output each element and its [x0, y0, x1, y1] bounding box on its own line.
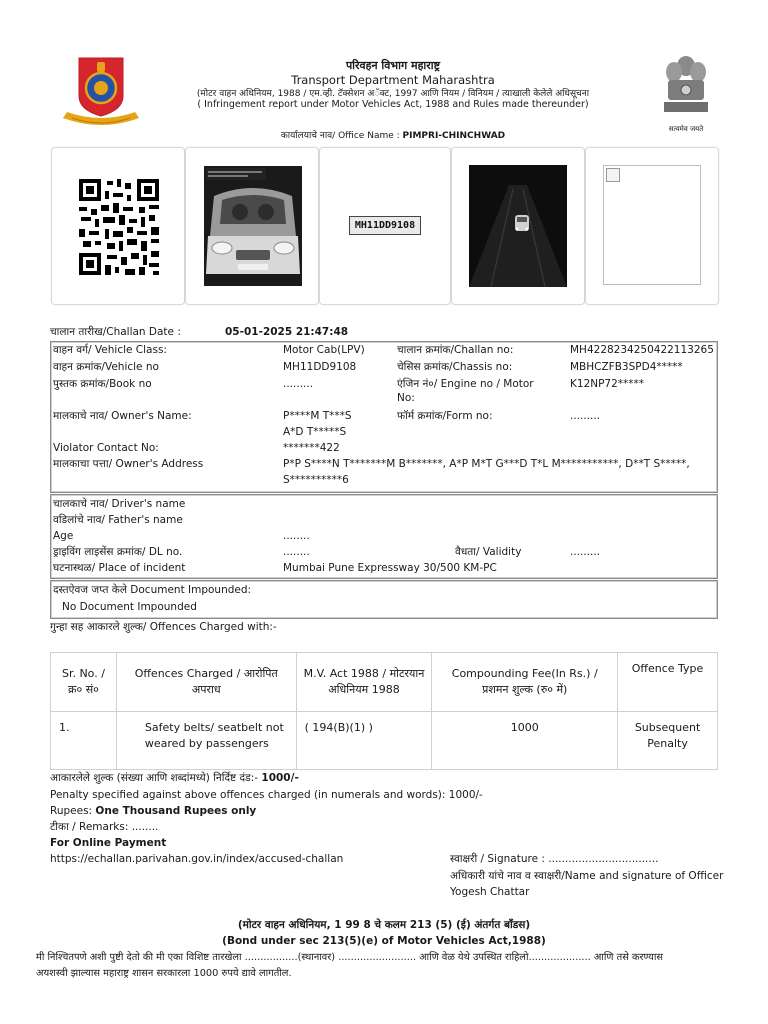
qr-code-icon	[79, 179, 159, 278]
rupees-line	[50, 805, 256, 818]
chassis-no: MBHCZFB3SPD4*****	[570, 361, 683, 373]
owner-address-cont: S**********6	[283, 474, 349, 486]
engine-no-label: एंजिन नं०/ Engine no / Motor	[397, 378, 534, 390]
vehicle-class-label: वाहन वर्ग/ Vehicle Class:	[53, 344, 167, 356]
vehicle-photo-panel	[185, 147, 319, 305]
validity-value: .........	[570, 546, 601, 558]
emblem-motto: सत्यमेव जयते	[668, 125, 704, 133]
offences-table	[50, 652, 718, 770]
header-offence: Offences Charged / आरोपित अपराध	[116, 653, 296, 712]
place-of-incident-label: घटनास्थळ/ Place of incident	[53, 562, 186, 574]
rupees-value: One Thousand Rupees only	[95, 805, 257, 817]
table-header-row	[51, 653, 718, 712]
cell-offence: Safety belts/ seatbelt not weared by passengers	[116, 712, 296, 770]
dl-no: ........	[283, 546, 310, 558]
form-no: .........	[570, 410, 601, 422]
cell-fee: 1000	[432, 712, 618, 770]
penalty-marathi-value: 1000/-	[261, 772, 299, 784]
online-payment-label: For Online Payment	[50, 837, 167, 849]
challan-no: MH4228234250422113265	[570, 344, 714, 356]
violator-contact: *******422	[283, 442, 340, 454]
book-no-label: पुस्तक क्रमांक/Book no	[53, 378, 152, 390]
vehicle-class: Motor Cab(LPV)	[283, 344, 365, 356]
officer-label: अधिकारी यांचे नाव व स्वाक्षरी/Name and signature of Officer	[450, 870, 724, 882]
number-plate-panel	[319, 147, 451, 305]
table-row	[51, 712, 718, 770]
online-payment-link[interactable]: https://echallan.parivahan.gov.in/index/accused-challan	[50, 853, 344, 865]
owner-address-label: मालकाचा पत्ता/ Owner's Address	[53, 458, 204, 470]
cell-sr-no: 1.	[51, 712, 117, 770]
dl-no-label: ड्राइविंग लाइसेंस क्रमांक/ DL no.	[53, 546, 183, 558]
rupees-label: Rupees:	[50, 805, 93, 817]
header-offence-type: Offence Type	[618, 653, 718, 712]
owner-name-label: मालकाचे नाव/ Owner's Name:	[53, 410, 192, 422]
violator-contact-label: Violator Contact No:	[53, 442, 159, 454]
header-sr-no: Sr. No. / क्र० सं०	[51, 653, 117, 712]
road-context-photo	[469, 165, 567, 290]
chassis-no-label: चेसिस क्रमांक/Chassis no:	[397, 361, 513, 373]
national-emblem-icon	[656, 50, 716, 134]
bond-title-marathi: (मोटर वाहन अधिनियम, 1 99 8 चे कलम 213 (5) (ई) अंतर्गत बॉंडस)	[237, 919, 531, 931]
challan-date-label: चालान तारीख/Challan Date :	[50, 326, 181, 338]
officer-name: Yogesh Chattar	[450, 886, 530, 898]
book-no: .........	[283, 378, 314, 390]
broken-image-icon	[606, 168, 620, 182]
document-impounded-label: दस्तऐवज जप्त केले Document Impounded:	[53, 584, 252, 596]
vehicle-front-photo	[204, 166, 302, 289]
header-act: M.V. Act 1988 / मोटरयान अधिनियम 1988	[296, 653, 432, 712]
department-subtitle-english: ( Infringement report under Motor Vehicles Act, 1988 and Rules made thereunder)	[197, 99, 589, 110]
broken-image-placeholder	[603, 165, 701, 285]
qr-code-panel	[51, 147, 185, 305]
place-of-incident: Mumbai Pune Expressway 30/500 KM-PC	[283, 562, 497, 574]
office-label: कार्यालयाचे नाव/ Office Name :	[280, 131, 400, 141]
challan-no-label: चालान क्रमांक/Challan no:	[397, 344, 514, 356]
department-subtitle-marathi: (मोटर वाहन अधिनियम, 1988 / एम.व्ही. टॅक्सेशन अॅक्ट, 1997 आणि नियम / विनियम / त्याखाली केलेले अधिसूचना	[196, 89, 590, 99]
offences-heading: गुन्हा सह आकारले शुल्क/ Offences Charged with:-	[50, 621, 277, 633]
remarks: टीका / Remarks: ........	[50, 821, 159, 833]
department-title-english: Transport Department Maharashtra	[291, 73, 495, 87]
context-photo-panel	[451, 147, 585, 305]
engine-no: K12NP72*****	[570, 378, 645, 390]
engine-no-label-cont: No:	[397, 392, 415, 404]
cell-offence-type: Subsequent Penalty	[618, 712, 718, 770]
age-label: Age	[53, 530, 74, 542]
vehicle-no: MH11DD9108	[283, 361, 357, 373]
driver-name-label: चालकाचे नाव/ Driver's name	[53, 498, 186, 510]
challan-date: 05-01-2025 21:47:48	[225, 326, 349, 338]
bond-text-cont: अयशस्वी झाल्यास महाराष्ट्र शासन सरकारला 1000 रुपये द्यावे लागतील.	[36, 968, 292, 979]
father-name-label: वडिलांचे नाव/ Father's name	[53, 514, 183, 526]
department-title-marathi: परिवहन विभाग महाराष्ट्र	[345, 59, 441, 72]
penalty-english: Penalty specified against above offences charged (in numerals and words): 1000/-	[50, 789, 483, 801]
vehicle-no-label: वाहन क्रमांक/Vehicle no	[53, 361, 159, 373]
form-no-label: फॉर्म क्रमांक/Form no:	[397, 410, 493, 422]
owner-name: P****M T***S	[283, 410, 352, 422]
header-fee: Compounding Fee(In Rs.) / प्रशमन शुल्क (रु० में)	[432, 653, 618, 712]
bond-title-english: (Bond under sec 213(5)(e) of Motor Vehicles Act,1988)	[222, 935, 546, 947]
bond-text: मी निश्चितपणे अशी पुष्टी देतो की मी एका विशिष्ट तारखेला .................(स्थानावर) ......................... आणि वेळ येथे उपस्थित राहिलो.................... आणि तसे करण्यास	[36, 952, 663, 963]
office-name: PIMPRI-CHINCHWAD	[402, 131, 506, 141]
age-value: ........	[283, 530, 310, 542]
signature-line: स्वाक्षरी / Signature : .................................	[450, 853, 659, 865]
number-plate-image: MH11DD9108	[349, 216, 421, 235]
office-name-line	[150, 128, 636, 141]
owner-name-cont: A*D T*****S	[283, 426, 347, 438]
cell-act: ( 194(B)(1) )	[296, 712, 432, 770]
penalty-marathi	[50, 772, 299, 785]
maharashtra-transport-emblem-icon	[60, 52, 142, 130]
validity-label: वैधता/ Validity	[455, 546, 522, 558]
document-impounded-value: No Document Impounded	[62, 601, 197, 613]
owner-address: P*P S****N T*******M B*******, A*P M*T G***D T*L M***********, D**T S*****,	[283, 458, 690, 470]
extra-photo-panel	[585, 147, 719, 305]
penalty-marathi-label: आकारलेले शुल्क (संख्या आणि शब्दांमध्ये) निर्दिष्ट दंड:-	[50, 772, 259, 784]
